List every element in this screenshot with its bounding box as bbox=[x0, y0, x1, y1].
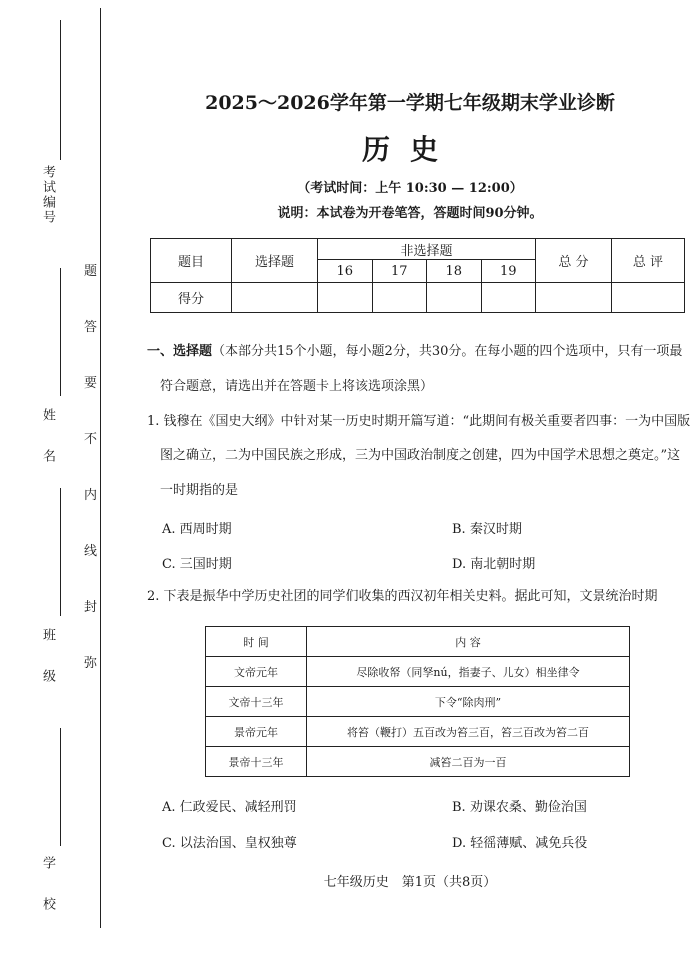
score-cell bbox=[427, 283, 482, 313]
score-q-number: 19 bbox=[481, 260, 536, 283]
q1-option-c[interactable]: C. 三国时期 bbox=[162, 557, 232, 572]
history-table-time: 文帝元年 bbox=[206, 657, 307, 687]
binding-char: 弥 bbox=[84, 656, 98, 671]
page-footer: 七年级历史 第1页（共8页） bbox=[323, 875, 497, 890]
q1-option-d[interactable]: D. 南北朝时期 bbox=[452, 557, 536, 572]
binding-char: 要 bbox=[84, 376, 98, 391]
name-label: 姓名 bbox=[40, 408, 55, 490]
history-table-content: 减笞二百为一百 bbox=[307, 747, 630, 777]
score-col-topic: 题目 bbox=[151, 239, 232, 283]
name-line bbox=[60, 268, 61, 396]
score-cell bbox=[536, 283, 612, 313]
score-col-total: 总 分 bbox=[536, 239, 612, 283]
school-line bbox=[60, 728, 61, 846]
exam-number-label: 考试编号 bbox=[40, 165, 55, 225]
q1-option-b[interactable]: B. 秦汉时期 bbox=[452, 522, 522, 537]
score-cell bbox=[372, 283, 427, 313]
binding-char: 不 bbox=[84, 432, 98, 447]
school-label: 学校 bbox=[40, 856, 55, 938]
class-label: 班级 bbox=[40, 628, 55, 710]
q1-line2: 图之确立，二为中国民族之形成，三为中国政治制度之创建，四为中国学术思想之奠定。”这 bbox=[160, 448, 681, 463]
binding-char: 封 bbox=[84, 600, 98, 615]
history-table-time: 文帝十三年 bbox=[206, 687, 307, 717]
exam-number-line bbox=[60, 20, 61, 160]
history-table-content: 下令“除肉刑” bbox=[307, 687, 630, 717]
exam-title: 2025～2026学年第一学期七年级期末学业诊断 bbox=[205, 92, 615, 114]
score-row-label: 得分 bbox=[151, 283, 232, 313]
section-heading: 一、选择题 bbox=[147, 344, 213, 359]
q2-line1: 2. 下表是振华中学历史社团的同学们收集的西汉初年相关史料。据此可知，文景统治时期 bbox=[147, 589, 658, 604]
section-text-line1: （本部分共15个小题，每小题2分，共30分。在每小题的四个选项中，只有一项最 bbox=[212, 344, 683, 359]
history-table bbox=[205, 626, 630, 777]
history-table-time: 景帝元年 bbox=[206, 717, 307, 747]
q2-option-d[interactable]: D. 轻徭薄赋、减免兵役 bbox=[452, 836, 588, 851]
history-table-time: 景帝十三年 bbox=[206, 747, 307, 777]
q2-option-a[interactable]: A. 仁政爱民、减轻刑罚 bbox=[162, 800, 297, 815]
score-cell bbox=[318, 283, 373, 313]
exam-instructions: 说明：本试卷为开卷笔答，答题时间90分钟。 bbox=[277, 206, 543, 221]
score-cell bbox=[481, 283, 536, 313]
history-table-content: 尽除收帑（同孥nú，指妻子、儿女）相坐律令 bbox=[307, 657, 630, 687]
section-instructions bbox=[147, 343, 692, 360]
score-q-number: 18 bbox=[427, 260, 482, 283]
q1-line1: 1. 钱穆在《国史大纲》中针对某一历史时期开篇写道：“此期间有极关重要者四事：一为中国版 bbox=[147, 414, 691, 429]
section-text-line2: 符合题意，请选出并在答题卡上将该选项涂黑） bbox=[160, 379, 434, 394]
binding-char: 内 bbox=[84, 488, 98, 503]
history-table-header-time: 时 间 bbox=[206, 627, 307, 657]
history-table-content: 将笞（鞭打）五百改为笞三百，笞三百改为笞二百 bbox=[307, 717, 630, 747]
score-col-choice: 选择题 bbox=[232, 239, 318, 283]
score-q-number: 16 bbox=[318, 260, 373, 283]
score-table bbox=[150, 238, 685, 313]
score-q-number: 17 bbox=[372, 260, 427, 283]
subject-title: 历史 bbox=[361, 133, 458, 166]
binding-char: 题 bbox=[84, 264, 98, 279]
score-cell bbox=[232, 283, 318, 313]
binding-char: 线 bbox=[84, 544, 98, 559]
binding-rule bbox=[100, 8, 101, 928]
history-table-header-content: 内 容 bbox=[307, 627, 630, 657]
q2-option-c[interactable]: C. 以法治国、皇权独尊 bbox=[162, 836, 297, 851]
class-line bbox=[60, 488, 61, 616]
q1-line3: 一时期指的是 bbox=[160, 483, 239, 498]
q1-option-a[interactable]: A. 西周时期 bbox=[162, 522, 232, 537]
binding-char: 答 bbox=[84, 320, 98, 335]
score-cell bbox=[612, 283, 685, 313]
score-col-non-choice: 非选择题 bbox=[318, 239, 536, 260]
q2-option-b[interactable]: B. 劝课农桑、勤俭治国 bbox=[452, 800, 587, 815]
exam-time: （考试时间：上午 10:30 — 12:00） bbox=[297, 181, 523, 196]
score-col-review: 总 评 bbox=[612, 239, 685, 283]
